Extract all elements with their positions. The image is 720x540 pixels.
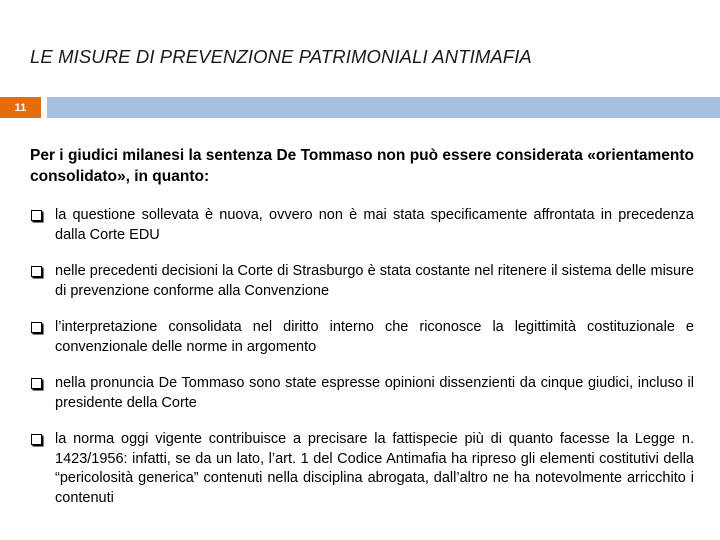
list-item (30, 262, 694, 301)
bullet-text: nella pronuncia De Tommaso sono state espresse opinioni dissenzienti da cinque giudici, incluso il presidente della Corte (55, 375, 694, 411)
intro-paragraph: Per i giudici milanesi la sentenza De Tommaso non può essere considerata «orientamento consolidato», in quanto: (30, 147, 694, 185)
slide-title: LE MISURE DI PREVENZIONE PATRIMONIALI ANTIMAFIA (30, 46, 532, 67)
page-number-badge: 11 (0, 97, 41, 118)
header-accent-bar (47, 97, 720, 118)
checkbox-square-icon (31, 434, 42, 445)
list-item (30, 206, 694, 245)
list-item (30, 430, 694, 508)
bullet-text: nelle precedenti decisioni la Corte di Strasburgo è stata costante nel ritenere il sistema delle misure di prevenzione conforme alla Convenzione (55, 263, 694, 299)
list-item (30, 374, 694, 413)
bullet-text: la norma oggi vigente contribuisce a precisare la fattispecie più di quanto facesse la Legge n. 1423/1956: infatti, se da un lato, l’art. 1 del Codice Antimafia ha ripreso gli elementi costitutivi della “pericolosità generica” contenuti nella disciplina abrogata, dall’altro ne ha notevolmente arricchito i contenuti (55, 431, 694, 506)
checkbox-square-icon (31, 210, 42, 221)
header-bar (0, 97, 720, 118)
bullet-text: l’interpretazione consolidata nel diritto interno che riconosce la legittimità costituzionale e convenzionale delle norme in argomento (55, 319, 694, 355)
checkbox-square-icon (31, 266, 42, 277)
bullet-text: la questione sollevata è nuova, ovvero non è mai stata specificamente affrontata in precedenza dalla Corte EDU (55, 207, 694, 243)
bullet-list (30, 206, 694, 525)
checkbox-square-icon (31, 322, 42, 333)
list-item (30, 318, 694, 357)
checkbox-square-icon (31, 378, 42, 389)
